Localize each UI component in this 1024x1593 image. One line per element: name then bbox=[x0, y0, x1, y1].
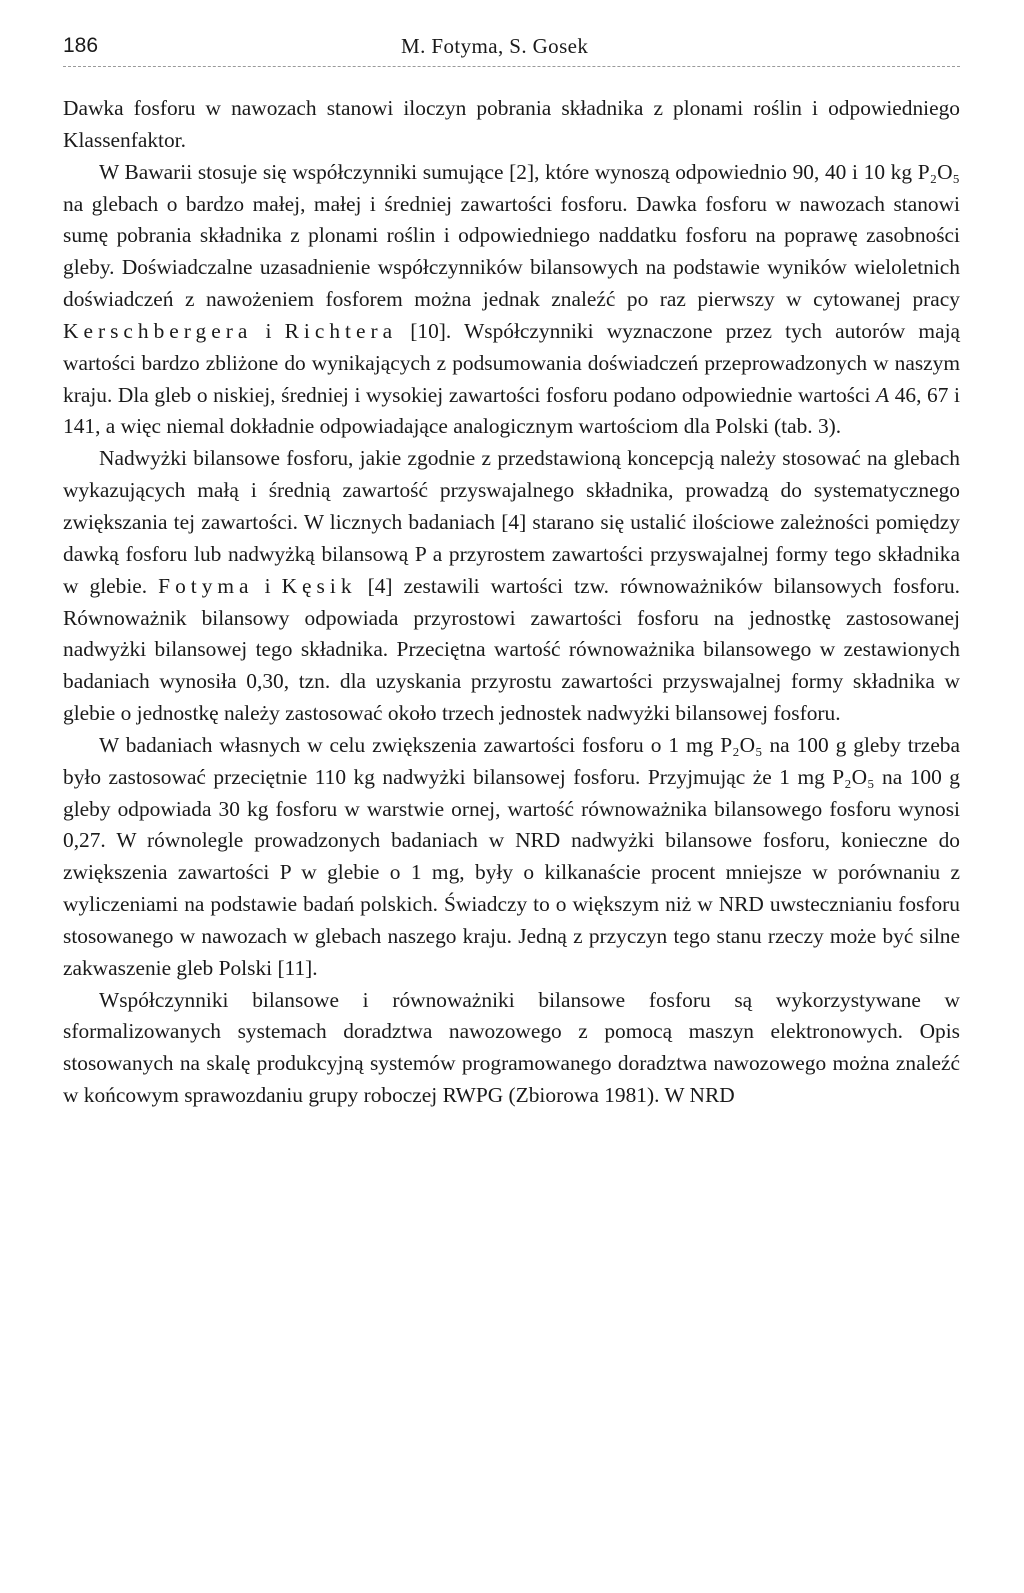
page-number: 186 bbox=[63, 34, 99, 57]
running-head bbox=[63, 30, 960, 67]
author-name-kerschberger: Kerschbergera bbox=[63, 318, 253, 343]
paragraph-2-text-c: [10]. Współczynniki wyznaczone przez tych autorów mają wartości bardzo zbliżone do wynikających z podsumowania doświadczeń przeprowadzonych w naszym kraju. Dla gleb o niskiej, średniej i wysokiej zawartości fosforu podano odpowiednie wartości bbox=[63, 318, 961, 407]
author-name-kesik: Kęsik bbox=[281, 573, 357, 598]
paragraph-2 bbox=[63, 157, 960, 444]
running-head-authors: M. Fotyma, S. Gosek bbox=[401, 34, 589, 58]
paragraph-3-text-a: Nadwyżki bilansowe fosforu, jakie zgodnie z przedstawioną koncepcją należy stosować na glebach wykazujących małą i średnią zawartość przyswajalnego składnika, prowadzą do systematycznego zwiększania tej zawartości. W licznych badaniach [4] starano się ustalić ilościowe zależności pomiędzy dawką fosforu lub nadwyżką bilansową P a przyrostem zawartości przyswajalnej formy tego składnika w glebie. bbox=[63, 446, 960, 598]
paragraph-3-text-b: i bbox=[253, 573, 282, 598]
paragraph-2-text-b: i bbox=[252, 318, 285, 343]
paragraph-5: Współczynniki bilansowe i równoważniki bilansowe fosforu są wykorzystywane w sformalizowanych systemach doradztwa nawozowego z pomocą maszyn elektronowych. Opis stosowanych na skalę produkcyjną systemów programowanego doradztwa nawozowego można znaleźć w końcowym sprawozdaniu grupy roboczej RWPG (Zbiorowa 1981). W NRD bbox=[63, 987, 960, 1108]
body-text bbox=[63, 93, 960, 1112]
author-name-fotyma: Fotyma bbox=[158, 573, 254, 598]
paragraph-3 bbox=[63, 443, 960, 730]
author-name-richter: Richtera bbox=[284, 318, 398, 343]
paragraph-3-text-c: [4] zestawili wartości tzw. równoważników bilansowych fosforu. Równoważnik bilansowy odpowiada przyrostowi zawartości fosforu na jednostkę zastosowanej nadwyżki bilansowej tego składnika. Przeciętna wartość równoważnika bilansowego w zestawionych badaniach wynosiła 0,30, tzn. dla uzyskania przyrostu zawartości przyswajalnej formy składnika w glebie o jednostkę należy zastosować około trzech jednostek nadwyżki bilansowej fosforu. bbox=[63, 573, 960, 726]
symbol-a: A bbox=[876, 382, 890, 407]
journal-page bbox=[63, 30, 960, 1112]
paragraph-4: W badaniach własnych w celu zwiększenia zawartości fosforu o 1 mg P₂O₅ na 100 g gleby trzeba było zastosować przeciętnie 110 kg nadwyżki bilansowej fosforu. Przyjmując że 1 mg P₂O₅ na 100 g gleby odpowiada 30 kg fosforu w warstwie ornej, wartość równoważnika bilansowego fosforu wynosi 0,27. W równolegle prowadzonych badaniach w NRD nadwyżki bilansowe fosforu, konieczne do zwiększenia zawartości P w glebie o 1 mg, były o kilkanaście procent mniejsze w porównaniu z wyliczeniami na podstawie badań polskich. Świadczy to o większym niż w NRD uwstecznianiu fosforu stosowanego w nawozach w glebach naszego kraju. Jedną z przyczyn tego stanu rzeczy może być silne zakwaszenie gleb Polski [11]. bbox=[63, 732, 960, 980]
paragraph-1: Dawka fosforu w nawozach stanowi iloczyn pobrania składnika z plonami roślin i odpowiedniego Klassenfaktor. bbox=[63, 96, 960, 152]
paragraph-2-text-a: W Bawarii stosuje się współczynniki sumujące [2], które wynoszą odpowiednio 90, 40 i 10 kg P₂O₅ na glebach o bardzo małej, małej i średniej zawartości fosforu. Dawka fosforu w nawozach stanowi sumę pobrania składnika z plonami roślin i odpowiedniego naddatku fosforu na poprawę zasobności gleby. Doświadczalne uzasadnienie współczynników bilansowych na podstawie wyników wieloletnich doświadczeń z nawożeniem fosforem można jednak znaleźć po raz pierwszy w cytowanej pracy bbox=[63, 159, 960, 312]
paragraph-2-text-d: 46, 67 i 141, a więc niemal dokładnie odpowiadające analogicznym wartościom dla Polski (tab. 3). bbox=[63, 382, 960, 439]
